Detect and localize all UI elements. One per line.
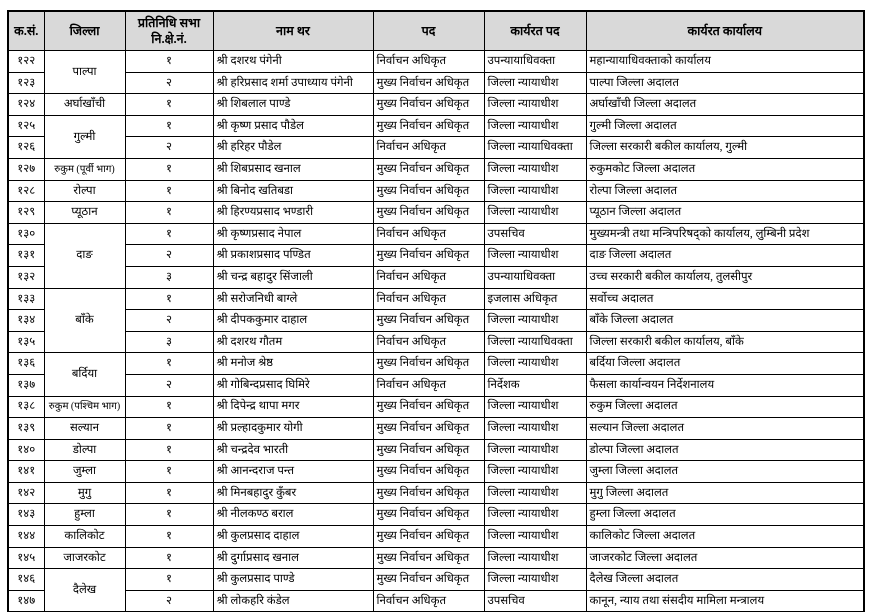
name-cell: श्री दशरथ पंगेनी (213, 51, 373, 73)
name-cell: श्री गोबिन्दप्रसाद घिमिरे (213, 374, 373, 396)
district-cell: पाल्पा (44, 51, 125, 94)
position-cell: निर्वाचन अधिकृत (373, 331, 484, 353)
district-cell: अर्घाखाँची (44, 94, 125, 116)
constituency-number-cell: २ (125, 72, 213, 94)
working-position-cell: जिल्ला न्यायाधीश (484, 569, 586, 591)
working-office-cell: बाँके जिल्ला अदालत (586, 310, 864, 332)
position-cell: मुख्य निर्वाचन अधिकृत (373, 158, 484, 180)
working-position-cell: जिल्ला न्यायाधीश (484, 180, 586, 202)
table-row (8, 288, 864, 310)
name-cell: श्री शिबप्रसाद खनाल (213, 158, 373, 180)
position-cell: मुख्य निर्वाचन अधिकृत (373, 353, 484, 375)
table-row (8, 482, 864, 504)
district-cell: डोल्पा (44, 439, 125, 461)
name-cell: श्री दशरथ गौतम (213, 331, 373, 353)
table-row (8, 504, 864, 526)
constituency-number-cell: १ (125, 51, 213, 73)
header-constituency-number: प्रतिनिधि सभा नि.क्षे.नं. (125, 11, 213, 51)
name-cell: श्री दीपककुमार दाहाल (213, 310, 373, 332)
name-cell: श्री बिनोद खतिबडा (213, 180, 373, 202)
working-position-cell: उपसचिव (484, 223, 586, 245)
constituency-number-cell: १ (125, 547, 213, 569)
name-cell: श्री लोकहरि कंडेल (213, 590, 373, 612)
serial-number-cell: १४६ (8, 569, 44, 591)
district-cell: रोल्पा (44, 180, 125, 202)
constituency-number-cell: २ (125, 137, 213, 159)
district-cell: हुम्ला (44, 504, 125, 526)
position-cell: मुख्य निर्वाचन अधिकृत (373, 72, 484, 94)
working-position-cell: जिल्ला न्यायाधीश (484, 158, 586, 180)
constituency-number-cell: १ (125, 504, 213, 526)
header-serial-number: क.सं. (8, 11, 44, 51)
serial-number-cell: १४४ (8, 526, 44, 548)
serial-number-cell: १२३ (8, 72, 44, 94)
district-cell: जुम्ला (44, 461, 125, 483)
table-row (8, 72, 864, 94)
serial-number-cell: १३६ (8, 353, 44, 375)
district-cell: मुगु (44, 482, 125, 504)
working-office-cell: सर्वोच्च अदालत (586, 288, 864, 310)
working-office-cell: पाल्पा जिल्ला अदालत (586, 72, 864, 94)
constituency-number-cell: १ (125, 482, 213, 504)
district-cell: कालिकोट (44, 526, 125, 548)
table-row (8, 396, 864, 418)
working-office-cell: रोल्पा जिल्ला अदालत (586, 180, 864, 202)
working-position-cell: जिल्ला न्यायाधीश (484, 396, 586, 418)
working-office-cell: मुगु जिल्ला अदालत (586, 482, 864, 504)
table-row (8, 461, 864, 483)
serial-number-cell: १४१ (8, 461, 44, 483)
header-working-office: कार्यरत कार्यालय (586, 11, 864, 51)
working-office-cell: रुकुमकोट जिल्ला अदालत (586, 158, 864, 180)
table-row (8, 590, 864, 612)
constituency-number-cell: २ (125, 310, 213, 332)
name-cell: श्री नीलकण्ठ बराल (213, 504, 373, 526)
position-cell: निर्वाचन अधिकृत (373, 223, 484, 245)
serial-number-cell: १३० (8, 223, 44, 245)
constituency-number-cell: ३ (125, 331, 213, 353)
working-position-cell: जिल्ला न्यायाधीश (484, 482, 586, 504)
name-cell: श्री आनन्दराज पन्त (213, 461, 373, 483)
name-cell: श्री हरिहर पौडेल (213, 137, 373, 159)
working-position-cell: जिल्ला न्यायाधिवक्ता (484, 331, 586, 353)
working-position-cell: जिल्ला न्यायाधीश (484, 94, 586, 116)
position-cell: निर्वाचन अधिकृत (373, 266, 484, 288)
position-cell: मुख्य निर्वाचन अधिकृत (373, 202, 484, 224)
position-cell: मुख्य निर्वाचन अधिकृत (373, 547, 484, 569)
district-cell: दैलेख (44, 569, 125, 612)
working-position-cell: जिल्ला न्यायाधीश (484, 72, 586, 94)
serial-number-cell: १३४ (8, 310, 44, 332)
name-cell: श्री दिपेन्द्र थापा मगर (213, 396, 373, 418)
constituency-number-cell: १ (125, 569, 213, 591)
position-cell: मुख्य निर्वाचन अधिकृत (373, 569, 484, 591)
working-position-cell: उपसचिव (484, 590, 586, 612)
serial-number-cell: १३२ (8, 266, 44, 288)
constituency-number-cell: १ (125, 288, 213, 310)
district-cell: जाजरकोट (44, 547, 125, 569)
name-cell: श्री चन्द्रदेव भारती (213, 439, 373, 461)
serial-number-cell: १२५ (8, 115, 44, 137)
header-position: पद (373, 11, 484, 51)
serial-number-cell: १४२ (8, 482, 44, 504)
name-cell: श्री प्रकाशप्रसाद पण्डित (213, 245, 373, 267)
name-cell: श्री कृष्ण प्रसाद पौडेल (213, 115, 373, 137)
serial-number-cell: १४३ (8, 504, 44, 526)
constituency-number-cell: १ (125, 223, 213, 245)
position-cell: मुख्य निर्वाचन अधिकृत (373, 482, 484, 504)
district-cell: दाङ (44, 223, 125, 288)
serial-number-cell: १२४ (8, 94, 44, 116)
working-office-cell: उच्च सरकारी बकील कार्यालय, तुलसीपुर (586, 266, 864, 288)
position-cell: मुख्य निर्वाचन अधिकृत (373, 115, 484, 137)
constituency-number-cell: १ (125, 461, 213, 483)
working-position-cell: जिल्ला न्यायाधीश (484, 353, 586, 375)
working-office-cell: जुम्ला जिल्ला अदालत (586, 461, 864, 483)
working-position-cell: जिल्ला न्यायाधीश (484, 418, 586, 440)
working-office-cell: फैसला कार्यान्वयन निर्देशनालय (586, 374, 864, 396)
constituency-number-cell: १ (125, 526, 213, 548)
serial-number-cell: १२६ (8, 137, 44, 159)
working-position-cell: जिल्ला न्यायाधीश (484, 547, 586, 569)
position-cell: मुख्य निर्वाचन अधिकृत (373, 461, 484, 483)
serial-number-cell: १२७ (8, 158, 44, 180)
district-cell: रुकुम (पूर्वी भाग) (44, 158, 125, 180)
working-position-cell: जिल्ला न्यायाधिवक्ता (484, 137, 586, 159)
table-row (8, 158, 864, 180)
table-row (8, 331, 864, 353)
table-row (8, 569, 864, 591)
constituency-number-cell: १ (125, 353, 213, 375)
working-office-cell: बर्दिया जिल्ला अदालत (586, 353, 864, 375)
table-row (8, 547, 864, 569)
working-position-cell: जिल्ला न्यायाधीश (484, 202, 586, 224)
constituency-number-cell: १ (125, 418, 213, 440)
position-cell: मुख्य निर्वाचन अधिकृत (373, 418, 484, 440)
working-office-cell: जाजरकोट जिल्ला अदालत (586, 547, 864, 569)
position-cell: मुख्य निर्वाचन अधिकृत (373, 526, 484, 548)
working-office-cell: कानून, न्याय तथा संसदीय मामिला मन्त्रालय (586, 590, 864, 612)
serial-number-cell: १२२ (8, 51, 44, 73)
position-cell: निर्वाचन अधिकृत (373, 51, 484, 73)
table-row (8, 137, 864, 159)
position-cell: मुख्य निर्वाचन अधिकृत (373, 504, 484, 526)
table-row (8, 439, 864, 461)
table-row (8, 180, 864, 202)
table-row (8, 374, 864, 396)
header-district: जिल्ला (44, 11, 125, 51)
table-row (8, 202, 864, 224)
constituency-number-cell: १ (125, 180, 213, 202)
working-position-cell: उपन्यायाधिवक्ता (484, 51, 586, 73)
working-position-cell: जिल्ला न्यायाधीश (484, 504, 586, 526)
serial-number-cell: १३७ (8, 374, 44, 396)
position-cell: निर्वाचन अधिकृत (373, 288, 484, 310)
district-cell: प्यूठान (44, 202, 125, 224)
header-name: नाम थर (213, 11, 373, 51)
working-office-cell: गुल्मी जिल्ला अदालत (586, 115, 864, 137)
name-cell: श्री सरोजनिधी बाग्ले (213, 288, 373, 310)
serial-number-cell: १४५ (8, 547, 44, 569)
working-position-cell: जिल्ला न्यायाधीश (484, 245, 586, 267)
serial-number-cell: १३५ (8, 331, 44, 353)
serial-number-cell: १३९ (8, 418, 44, 440)
position-cell: मुख्य निर्वाचन अधिकृत (373, 396, 484, 418)
district-cell: बाँके (44, 288, 125, 353)
table-header (8, 11, 864, 51)
table-row (8, 526, 864, 548)
working-office-cell: मुख्यमन्त्री तथा मन्त्रिपरिषद्को कार्यालय, लुम्बिनी प्रदेश (586, 223, 864, 245)
serial-number-cell: १४० (8, 439, 44, 461)
working-office-cell: अर्घाखाँची जिल्ला अदालत (586, 94, 864, 116)
constituency-number-cell: १ (125, 158, 213, 180)
table-row (8, 245, 864, 267)
name-cell: श्री कुलप्रसाद दाहाल (213, 526, 373, 548)
working-office-cell: महान्यायाधिवक्ताको कार्यालय (586, 51, 864, 73)
working-office-cell: जिल्ला सरकारी बकील कार्यालय, बाँके (586, 331, 864, 353)
serial-number-cell: १३१ (8, 245, 44, 267)
serial-number-cell: १२८ (8, 180, 44, 202)
name-cell: श्री कुलप्रसाद पाण्डे (213, 569, 373, 591)
working-office-cell: दैलेख जिल्ला अदालत (586, 569, 864, 591)
name-cell: श्री चन्द्र बहादुर सिंजाली (213, 266, 373, 288)
working-position-cell: जिल्ला न्यायाधीश (484, 461, 586, 483)
working-position-cell: जिल्ला न्यायाधीश (484, 115, 586, 137)
position-cell: मुख्य निर्वाचन अधिकृत (373, 180, 484, 202)
district-cell: गुल्मी (44, 115, 125, 158)
working-office-cell: डोल्पा जिल्ला अदालत (586, 439, 864, 461)
working-position-cell: जिल्ला न्यायाधीश (484, 439, 586, 461)
name-cell: श्री हरिप्रसाद शर्मा उपाध्याय पंगेनी (213, 72, 373, 94)
serial-number-cell: १३३ (8, 288, 44, 310)
working-position-cell: निर्देशक (484, 374, 586, 396)
header-working-position: कार्यरत पद (484, 11, 586, 51)
position-cell: निर्वाचन अधिकृत (373, 137, 484, 159)
district-cell: सल्यान (44, 418, 125, 440)
working-office-cell: दाङ जिल्ला अदालत (586, 245, 864, 267)
district-cell: बर्दिया (44, 353, 125, 396)
constituency-number-cell: २ (125, 590, 213, 612)
table-row (8, 310, 864, 332)
table-row (8, 94, 864, 116)
district-cell: रुकुम (पश्चिम भाग) (44, 396, 125, 418)
name-cell: श्री शिबलाल पाण्डे (213, 94, 373, 116)
table-row (8, 353, 864, 375)
working-position-cell: जिल्ला न्यायाधीश (484, 526, 586, 548)
position-cell: निर्वाचन अधिकृत (373, 374, 484, 396)
constituency-number-cell: १ (125, 439, 213, 461)
table-body (8, 51, 864, 612)
working-office-cell: जिल्ला सरकारी बकील कार्यालय, गुल्मी (586, 137, 864, 159)
constituency-number-cell: २ (125, 374, 213, 396)
constituency-number-cell: ३ (125, 266, 213, 288)
working-office-cell: सल्यान जिल्ला अदालत (586, 418, 864, 440)
working-office-cell: प्यूठान जिल्ला अदालत (586, 202, 864, 224)
working-office-cell: रुकुम जिल्ला अदालत (586, 396, 864, 418)
position-cell: मुख्य निर्वाचन अधिकृत (373, 310, 484, 332)
name-cell: श्री कृष्णप्रसाद नेपाल (213, 223, 373, 245)
name-cell: श्री हिरण्यप्रसाद भण्डारी (213, 202, 373, 224)
position-cell: निर्वाचन अधिकृत (373, 590, 484, 612)
constituency-number-cell: १ (125, 202, 213, 224)
table-row (8, 223, 864, 245)
constituency-number-cell: १ (125, 115, 213, 137)
serial-number-cell: १४७ (8, 590, 44, 612)
table-row (8, 266, 864, 288)
name-cell: श्री प्रल्हादकुमार योगी (213, 418, 373, 440)
name-cell: श्री दुर्गाप्रसाद खनाल (213, 547, 373, 569)
position-cell: मुख्य निर्वाचन अधिकृत (373, 94, 484, 116)
working-position-cell: उपन्यायाधिवक्ता (484, 266, 586, 288)
position-cell: मुख्य निर्वाचन अधिकृत (373, 245, 484, 267)
table-row (8, 51, 864, 73)
constituency-number-cell: २ (125, 245, 213, 267)
serial-number-cell: १२९ (8, 202, 44, 224)
name-cell: श्री मनोज श्रेष्ठ (213, 353, 373, 375)
table-row (8, 115, 864, 137)
table-row (8, 418, 864, 440)
working-office-cell: हुम्ला जिल्ला अदालत (586, 504, 864, 526)
constituency-number-cell: १ (125, 94, 213, 116)
position-cell: मुख्य निर्वाचन अधिकृत (373, 439, 484, 461)
name-cell: श्री मिनबहादुर कुँबर (213, 482, 373, 504)
officers-table (7, 10, 865, 612)
working-position-cell: इजलास अधिकृत (484, 288, 586, 310)
header-row (8, 11, 864, 51)
working-position-cell: जिल्ला न्यायाधीश (484, 310, 586, 332)
serial-number-cell: १३८ (8, 396, 44, 418)
constituency-number-cell: १ (125, 396, 213, 418)
working-office-cell: कालिकोट जिल्ला अदालत (586, 526, 864, 548)
